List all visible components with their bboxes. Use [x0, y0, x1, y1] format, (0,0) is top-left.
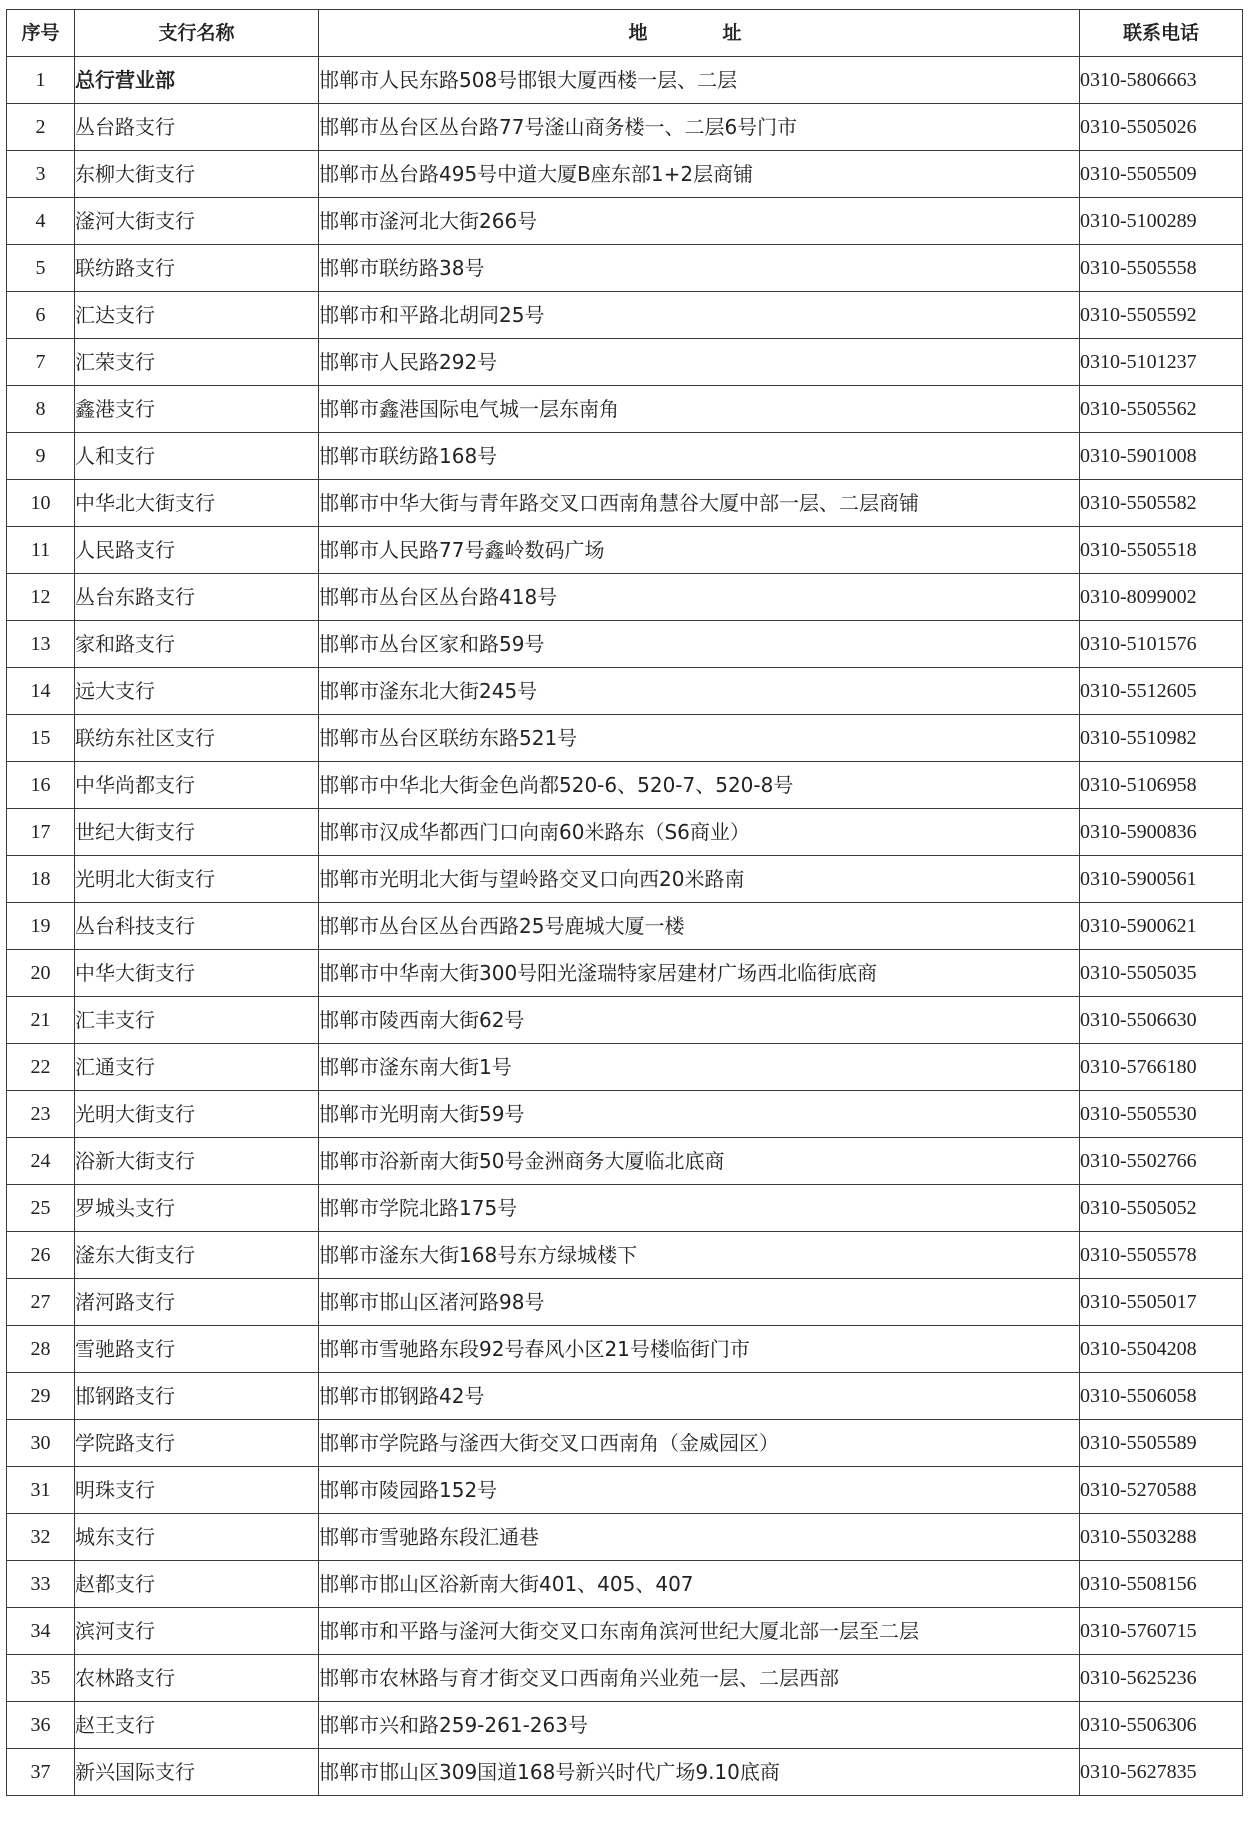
- branch-phone: 0310-5627835: [1080, 1749, 1243, 1796]
- branch-address: 邯郸市联纺路168号: [319, 433, 1080, 480]
- branch-phone: 0310-5502766: [1080, 1138, 1243, 1185]
- branch-phone: 0310-5766180: [1080, 1044, 1243, 1091]
- branch-address: 邯郸市雪驰路东段汇通巷: [319, 1514, 1080, 1561]
- header-no: 序号: [7, 10, 75, 57]
- branch-phone: 0310-5512605: [1080, 668, 1243, 715]
- row-number: 14: [7, 668, 75, 715]
- branch-phone: 0310-5508156: [1080, 1561, 1243, 1608]
- table-row: [7, 1232, 1243, 1279]
- branch-address: 邯郸市浴新南大街50号金洲商务大厦临北底商: [319, 1138, 1080, 1185]
- table-row: [7, 1749, 1243, 1796]
- header-address: 地 址: [319, 10, 1080, 57]
- branch-name: 联纺路支行: [75, 245, 319, 292]
- branch-phone: 0310-5505592: [1080, 292, 1243, 339]
- branch-name: 光明大街支行: [75, 1091, 319, 1138]
- branch-name: 鑫港支行: [75, 386, 319, 433]
- branch-phone: 0310-5900621: [1080, 903, 1243, 950]
- table-row: [7, 950, 1243, 997]
- branch-address: 邯郸市学院路与滏西大街交叉口西南角（金威园区）: [319, 1420, 1080, 1467]
- branch-phone: 0310-5506306: [1080, 1702, 1243, 1749]
- table-row: [7, 715, 1243, 762]
- branch-address: 邯郸市光明北大街与望岭路交叉口向西20米路南: [319, 856, 1080, 903]
- row-number: 21: [7, 997, 75, 1044]
- branch-phone: 0310-5505017: [1080, 1279, 1243, 1326]
- branch-address: 邯郸市和平路北胡同25号: [319, 292, 1080, 339]
- row-number: 24: [7, 1138, 75, 1185]
- branch-name: 中华大街支行: [75, 950, 319, 997]
- row-number: 31: [7, 1467, 75, 1514]
- branch-name: 人民路支行: [75, 527, 319, 574]
- table-header: [7, 10, 1243, 57]
- branch-name: 中华尚都支行: [75, 762, 319, 809]
- table-row: [7, 1326, 1243, 1373]
- table-row: [7, 1373, 1243, 1420]
- table-row: [7, 1044, 1243, 1091]
- row-number: 6: [7, 292, 75, 339]
- branch-name: 世纪大街支行: [75, 809, 319, 856]
- table-row: [7, 57, 1243, 104]
- branch-address: 邯郸市滏东北大街245号: [319, 668, 1080, 715]
- branch-name: 学院路支行: [75, 1420, 319, 1467]
- row-number: 25: [7, 1185, 75, 1232]
- branch-address: 邯郸市雪驰路东段92号春风小区21号楼临街门市: [319, 1326, 1080, 1373]
- row-number: 20: [7, 950, 75, 997]
- branch-name: 丛台科技支行: [75, 903, 319, 950]
- table-row: [7, 762, 1243, 809]
- row-number: 34: [7, 1608, 75, 1655]
- branch-phone: 0310-5505578: [1080, 1232, 1243, 1279]
- table-row: [7, 198, 1243, 245]
- branch-address: 邯郸市邯山区浴新南大街401、405、407: [319, 1561, 1080, 1608]
- table-row: [7, 997, 1243, 1044]
- branch-address: 邯郸市丛台区丛台西路25号鹿城大厦一楼: [319, 903, 1080, 950]
- branch-name: 滏河大街支行: [75, 198, 319, 245]
- row-number: 30: [7, 1420, 75, 1467]
- branch-address: 邯郸市丛台区联纺东路521号: [319, 715, 1080, 762]
- branch-address: 邯郸市和平路与滏河大街交叉口东南角滨河世纪大厦北部一层至二层: [319, 1608, 1080, 1655]
- branch-address: 邯郸市滏东大街168号东方绿城楼下: [319, 1232, 1080, 1279]
- branch-address: 邯郸市滏河北大街266号: [319, 198, 1080, 245]
- table-row: [7, 433, 1243, 480]
- row-number: 37: [7, 1749, 75, 1796]
- row-number: 29: [7, 1373, 75, 1420]
- table-row: [7, 1702, 1243, 1749]
- branch-address: 邯郸市鑫港国际电气城一层东南角: [319, 386, 1080, 433]
- table-row: [7, 386, 1243, 433]
- branch-address: 邯郸市丛台区家和路59号: [319, 621, 1080, 668]
- table-row: [7, 809, 1243, 856]
- branch-name: 汇达支行: [75, 292, 319, 339]
- row-number: 26: [7, 1232, 75, 1279]
- branch-address: 邯郸市中华北大街金色尚都520-6、520-7、520-8号: [319, 762, 1080, 809]
- branch-phone: 0310-5505518: [1080, 527, 1243, 574]
- branch-address: 邯郸市人民东路508号邯银大厦西楼一层、二层: [319, 57, 1080, 104]
- row-number: 12: [7, 574, 75, 621]
- table-row: [7, 903, 1243, 950]
- branch-address: 邯郸市中华南大街300号阳光滏瑞特家居建材广场西北临街底商: [319, 950, 1080, 997]
- branch-phone: 0310-5505052: [1080, 1185, 1243, 1232]
- branch-name: 汇通支行: [75, 1044, 319, 1091]
- branch-name: 丛台东路支行: [75, 574, 319, 621]
- branch-address: 邯郸市兴和路259-261-263号: [319, 1702, 1080, 1749]
- table-row: [7, 1514, 1243, 1561]
- row-number: 33: [7, 1561, 75, 1608]
- branch-name: 罗城头支行: [75, 1185, 319, 1232]
- branch-phone: 0310-5505509: [1080, 151, 1243, 198]
- branch-phone: 0310-5901008: [1080, 433, 1243, 480]
- table-row: [7, 1279, 1243, 1326]
- branch-phone: 0310-5504208: [1080, 1326, 1243, 1373]
- branch-address: 邯郸市联纺路38号: [319, 245, 1080, 292]
- table-row: [7, 151, 1243, 198]
- branch-name: 邯钢路支行: [75, 1373, 319, 1420]
- branch-phone: 0310-5505582: [1080, 480, 1243, 527]
- branch-phone: 0310-5900561: [1080, 856, 1243, 903]
- branch-phone: 0310-5100289: [1080, 198, 1243, 245]
- branch-name: 总行营业部: [75, 57, 319, 104]
- branch-address: 邯郸市农林路与育才街交叉口西南角兴业苑一层、二层西部: [319, 1655, 1080, 1702]
- row-number: 32: [7, 1514, 75, 1561]
- branch-name: 城东支行: [75, 1514, 319, 1561]
- row-number: 13: [7, 621, 75, 668]
- branch-name: 明珠支行: [75, 1467, 319, 1514]
- branch-phone: 0310-5900836: [1080, 809, 1243, 856]
- branch-name: 丛台路支行: [75, 104, 319, 151]
- branch-phone: 0310-5503288: [1080, 1514, 1243, 1561]
- branch-name: 农林路支行: [75, 1655, 319, 1702]
- branch-name: 赵都支行: [75, 1561, 319, 1608]
- header-row: [7, 10, 1243, 57]
- row-number: 35: [7, 1655, 75, 1702]
- table-row: [7, 1608, 1243, 1655]
- row-number: 15: [7, 715, 75, 762]
- branch-address: 邯郸市丛台区丛台路77号滏山商务楼一、二层6号门市: [319, 104, 1080, 151]
- table-row: [7, 574, 1243, 621]
- table-row: [7, 668, 1243, 715]
- branch-name: 汇丰支行: [75, 997, 319, 1044]
- branch-phone: 0310-5760715: [1080, 1608, 1243, 1655]
- branch-name: 浴新大街支行: [75, 1138, 319, 1185]
- row-number: 7: [7, 339, 75, 386]
- row-number: 36: [7, 1702, 75, 1749]
- branch-phone: 0310-5270588: [1080, 1467, 1243, 1514]
- row-number: 9: [7, 433, 75, 480]
- branch-name: 家和路支行: [75, 621, 319, 668]
- row-number: 19: [7, 903, 75, 950]
- branch-phone: 0310-5806663: [1080, 57, 1243, 104]
- branch-phone: 0310-5625236: [1080, 1655, 1243, 1702]
- branch-name: 中华北大街支行: [75, 480, 319, 527]
- header-phone: 联系电话: [1080, 10, 1243, 57]
- branch-name: 渚河路支行: [75, 1279, 319, 1326]
- branch-phone: 0310-5506630: [1080, 997, 1243, 1044]
- table-body: [7, 57, 1243, 1796]
- table-row: [7, 1655, 1243, 1702]
- branch-address: 邯郸市丛台区丛台路418号: [319, 574, 1080, 621]
- row-number: 18: [7, 856, 75, 903]
- branch-phone: 0310-5505026: [1080, 104, 1243, 151]
- table-row: [7, 1185, 1243, 1232]
- row-number: 3: [7, 151, 75, 198]
- row-number: 23: [7, 1091, 75, 1138]
- branch-address: 邯郸市丛台路495号中道大厦B座东部1+2层商铺: [319, 151, 1080, 198]
- branch-name: 新兴国际支行: [75, 1749, 319, 1796]
- branch-table: [6, 9, 1243, 1796]
- table-row: [7, 1467, 1243, 1514]
- branch-phone: 0310-5510982: [1080, 715, 1243, 762]
- row-number: 10: [7, 480, 75, 527]
- branch-name: 人和支行: [75, 433, 319, 480]
- branch-address: 邯郸市人民路292号: [319, 339, 1080, 386]
- branch-address: 邯郸市中华大街与青年路交叉口西南角慧谷大厦中部一层、二层商铺: [319, 480, 1080, 527]
- branch-name: 联纺东社区支行: [75, 715, 319, 762]
- branch-address: 邯郸市光明南大街59号: [319, 1091, 1080, 1138]
- branch-phone: 0310-5505530: [1080, 1091, 1243, 1138]
- table-row: [7, 245, 1243, 292]
- table-row: [7, 621, 1243, 668]
- table-row: [7, 104, 1243, 151]
- row-number: 27: [7, 1279, 75, 1326]
- branch-name: 滨河支行: [75, 1608, 319, 1655]
- table-row: [7, 1091, 1243, 1138]
- row-number: 4: [7, 198, 75, 245]
- branch-phone: 0310-5505558: [1080, 245, 1243, 292]
- branch-name: 汇荣支行: [75, 339, 319, 386]
- row-number: 16: [7, 762, 75, 809]
- branch-name: 东柳大街支行: [75, 151, 319, 198]
- table-row: [7, 339, 1243, 386]
- branch-phone: 0310-5101237: [1080, 339, 1243, 386]
- row-number: 11: [7, 527, 75, 574]
- table-row: [7, 480, 1243, 527]
- row-number: 1: [7, 57, 75, 104]
- table-row: [7, 856, 1243, 903]
- row-number: 8: [7, 386, 75, 433]
- branch-name: 赵王支行: [75, 1702, 319, 1749]
- branch-name: 雪驰路支行: [75, 1326, 319, 1373]
- row-number: 17: [7, 809, 75, 856]
- branch-name: 滏东大街支行: [75, 1232, 319, 1279]
- row-number: 5: [7, 245, 75, 292]
- branch-address: 邯郸市学院北路175号: [319, 1185, 1080, 1232]
- table-row: [7, 1420, 1243, 1467]
- row-number: 22: [7, 1044, 75, 1091]
- branch-name: 光明北大街支行: [75, 856, 319, 903]
- branch-address: 邯郸市陵园路152号: [319, 1467, 1080, 1514]
- row-number: 28: [7, 1326, 75, 1373]
- table-row: [7, 1138, 1243, 1185]
- branch-phone: 0310-5505035: [1080, 950, 1243, 997]
- header-name: 支行名称: [75, 10, 319, 57]
- branch-address: 邯郸市邯山区渚河路98号: [319, 1279, 1080, 1326]
- branch-phone: 0310-5506058: [1080, 1373, 1243, 1420]
- branch-address: 邯郸市汉成华都西门口向南60米路东（S6商业）: [319, 809, 1080, 856]
- table-row: [7, 527, 1243, 574]
- branch-address: 邯郸市滏东南大街1号: [319, 1044, 1080, 1091]
- table-row: [7, 292, 1243, 339]
- row-number: 2: [7, 104, 75, 151]
- branch-phone: 0310-5101576: [1080, 621, 1243, 668]
- branch-address: 邯郸市邯山区309国道168号新兴时代广场9.10底商: [319, 1749, 1080, 1796]
- branch-name: 远大支行: [75, 668, 319, 715]
- branch-address: 邯郸市陵西南大街62号: [319, 997, 1080, 1044]
- branch-phone: 0310-5106958: [1080, 762, 1243, 809]
- branch-phone: 0310-8099002: [1080, 574, 1243, 621]
- branch-phone: 0310-5505562: [1080, 386, 1243, 433]
- branch-phone: 0310-5505589: [1080, 1420, 1243, 1467]
- branch-address: 邯郸市邯钢路42号: [319, 1373, 1080, 1420]
- table-row: [7, 1561, 1243, 1608]
- branch-address: 邯郸市人民路77号鑫岭数码广场: [319, 527, 1080, 574]
